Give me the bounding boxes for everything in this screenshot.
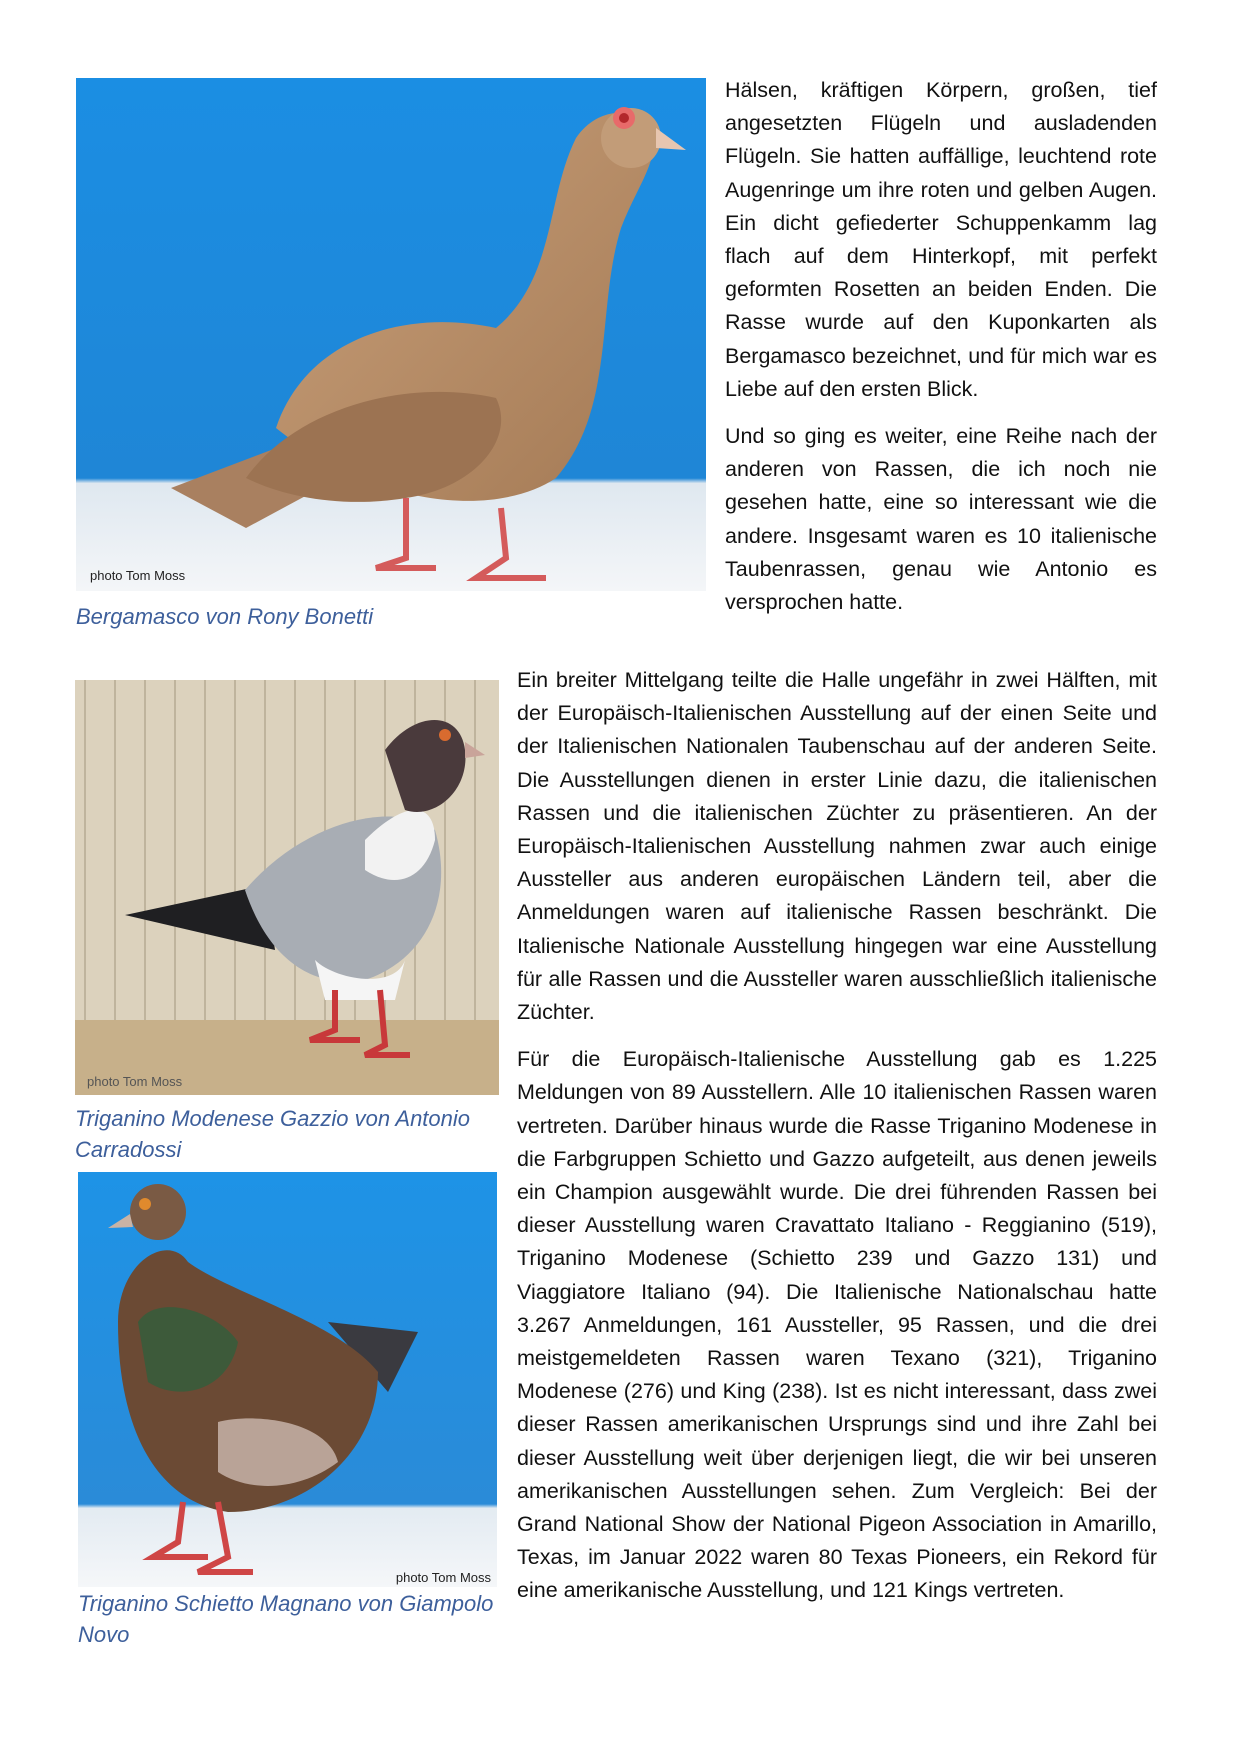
paragraph: Für die Europäisch-Italienische Ausstellung gab es 1.225 Meldungen von 89 Ausstellern. Alle 10 italienischen Rassen waren vertreten. Darüber hinaus wurde die Rasse Triganino Modenese in die Farbgruppen Schietto und Gazzo aufgeteilt, aus denen jeweils ein Champion ausgewählt wurde. Die drei führenden Rassen bei dieser Ausstellung waren Cravattato Italiano - Reggianino (519), Triganino Modenese (Schietto 239 und Gazzo 131) und Viaggiatore Italiano (94). Die Italienische Nationalschau hatte 3.267 Anmeldungen, 161 Aussteller, 95 Rassen, und die drei meistgemeldeten Rassen waren Texano (321), Triganino Modenese (276) und King (238). Ist es nicht interessant, dass zwei dieser Rassen amerikanischen Ursprungs sind und ihre Zahl bei dieser Ausstellung weit über derjenigen liegt, die wir bei unseren amerikanischen Ausstellungen sehen. Zum Vergleich: Bei der Grand National Show der National Pigeon Association in Amarillo, Texas, im Januar 2022 waren 80 Texas Pioneers, ein Rekord für eine amerikanische Ausstellung, und 121 Kings vertreten. — [517, 1047, 1157, 1603]
paragraph: Hälsen, kräftigen Körpern, großen, tief angesetzten Flügeln und ausladenden Flügeln. Sie hatten auffällige, leuchtend rote Augenringe um ihre roten und gelben Augen. Ein dicht gefiederter Schuppenkamm lag flach auf dem Hinterkopf, mit perfekt geformten Rosetten an beiden Enden. Die Rasse wurde auf den Kuponkarten als Bergamasco bezeichnet, und für mich war es Liebe auf den ersten Blick. — [725, 78, 1157, 401]
caption-triganino-schietto: Triganino Schietto Magnano von Giampolo Novo — [78, 1591, 494, 1647]
photo-credit: photo Tom Moss — [90, 568, 186, 583]
bergamasco-pigeon-image — [76, 78, 706, 591]
photo-triganino-gazzo — [75, 680, 499, 1095]
paragraph: Und so ging es weiter, eine Reihe nach der anderen von Rassen, die ich noch nie gesehen hatte, eine so interessant wie die andere. Insgesamt waren es 10 italienische Taubenrassen, genau wie Antonio es versprochen hatte. — [725, 424, 1157, 615]
photo-credit: photo Tom Moss — [87, 1074, 183, 1089]
caption-bergamasco: Bergamasco von Rony Bonetti — [76, 604, 374, 629]
paragraph: Ein breiter Mittelgang teilte die Halle ungefähr in zwei Hälften, mit der Europäisch-Italienischen Ausstellung auf der einen Seite und der Italienischen Nationalen Taubenschau auf der anderen Seite. Die Ausstellungen dienen in erster Linie dazu, die italienischen Rassen und die italienischen Züchter zu präsentieren. An der Europäisch-Italienischen Ausstellung nahmen zwar auch einige Aussteller aus anderen europäischen Ländern teil, aber die Anmeldungen waren auf italienische Rassen beschränkt. Die Italienische Nationale Ausstellung hingegen war eine Ausstellung für alle Rassen und die Aussteller waren ausschließlich italienische Züchter. — [517, 668, 1157, 1025]
text-column-top — [725, 74, 1157, 633]
caption-triganino-gazzo: Triganino Modenese Gazzio von Antonio Carradossi — [75, 1106, 471, 1162]
photo-credit: photo Tom Moss — [395, 1570, 491, 1585]
text-column-bottom — [517, 664, 1157, 1622]
photo-triganino-schietto — [78, 1172, 497, 1587]
photo-bergamasco — [76, 78, 706, 591]
triganino-schietto-pigeon-image — [78, 1172, 497, 1587]
triganino-gazzo-pigeon-image — [75, 680, 499, 1095]
